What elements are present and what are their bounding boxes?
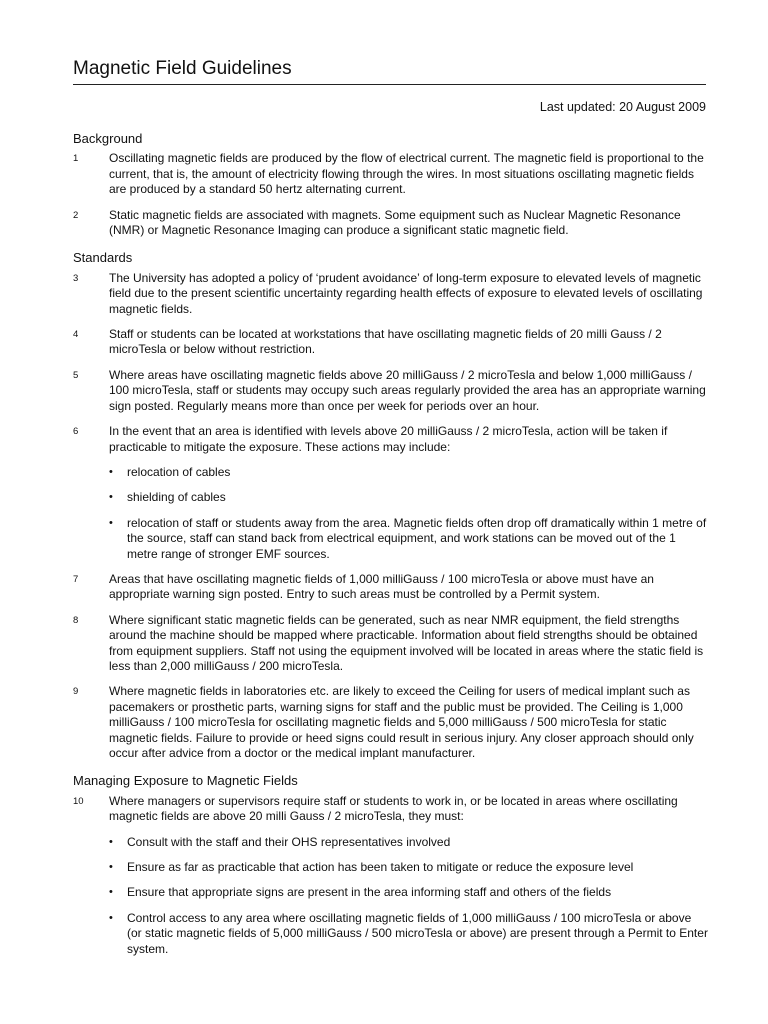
item-number: 3 — [73, 272, 79, 284]
numbered-item — [73, 327, 709, 358]
bullet-icon: • — [109, 835, 113, 848]
bullet-text: Ensure that appropriate signs are present in the area informing staff and others of the fields — [127, 885, 612, 900]
section-heading-managing: Managing Exposure to Magnetic Fields — [73, 773, 298, 789]
item-number: 6 — [73, 426, 79, 438]
bullet-icon: • — [109, 911, 113, 924]
item-text: In the event that an area is identified with levels above 20 milliGauss / 2 microTesla, action will be taken if practicable to mitigate the exposure. These actions may include: — [109, 424, 668, 454]
bullet-text: Ensure as far as practicable that action has been taken to mitigate or reduce the exposure level — [127, 860, 634, 875]
bullet-item — [109, 835, 709, 850]
numbered-item — [73, 613, 709, 675]
title-rule — [73, 84, 706, 85]
bullet-item — [109, 465, 709, 480]
numbered-item — [73, 151, 709, 197]
item-text: Staff or students can be located at workstations that have oscillating magnetic fields of 20 milli Gauss / 2 microTesla or below without restriction. — [109, 327, 662, 357]
bullet-item — [109, 911, 709, 957]
item-text: Oscillating magnetic fields are produced by the flow of electrical current. The magnetic field is proportional to the current, that is, the amount of electricity flowing through the wires. In most situations oscillating magnetic fields are produced by a standard 50 hertz alternating current. — [109, 151, 704, 197]
bullet-text: Consult with the staff and their OHS representatives involved — [127, 834, 451, 849]
item-text: The University has adopted a policy of ‘prudent avoidance’ of long-term exposure to elevated levels of magnetic field due to the present scientific uncertainty regarding health effects of exposure to elevated levels of oscillating magnetic fields. — [109, 270, 703, 316]
bullet-list-actions — [109, 465, 709, 562]
numbered-item — [73, 684, 709, 761]
item-text: Areas that have oscillating magnetic fields of 1,000 milliGauss / 100 microTesla or above must have an appropriate warning sign posted. Entry to such areas must be controlled by a Permit system. — [109, 571, 654, 602]
numbered-item — [73, 572, 709, 603]
bullet-item — [109, 860, 709, 875]
bullet-text: shielding of cables — [127, 490, 226, 505]
item-number: 2 — [73, 209, 79, 221]
bullet-icon: • — [109, 886, 113, 899]
section-heading-standards: Standards — [73, 250, 133, 266]
item-number: 4 — [73, 329, 79, 341]
item-text: Where managers or supervisors require staff or students to work in, or be located in areas where oscillating magnetic fields are above 20 milli Gauss / 2 microTesla, they must: — [109, 793, 678, 824]
section-heading-background: Background — [73, 131, 143, 146]
item-number: 9 — [73, 686, 79, 698]
item-number: 1 — [73, 153, 79, 165]
item-text: Static magnetic fields are associated with magnets. Some equipment such as Nuclear Magnetic Resonance (NMR) or Magnetic Resonance Imaging can produce a significant static magnetic field. — [109, 207, 681, 238]
bullet-item — [109, 516, 709, 562]
bullet-item — [109, 490, 709, 505]
numbered-item — [73, 794, 709, 825]
bullet-item — [109, 885, 709, 900]
numbered-item — [73, 271, 709, 317]
item-number: 5 — [73, 369, 79, 381]
last-updated: Last updated: 20 August 2009 — [539, 100, 706, 114]
document-body — [73, 131, 709, 967]
item-text: Where areas have oscillating magnetic fields above 20 milliGauss / 2 microTesla and below 1,000 milliGauss / 100 microTesla, staff or students may occupy such areas regularly provided the area has an appropriate warning sign posted. Regularly means more than once per week for periods over an hour. — [109, 367, 706, 413]
bullet-icon: • — [109, 516, 113, 529]
item-number: 7 — [73, 573, 79, 585]
numbered-item — [73, 368, 709, 414]
item-number: 8 — [73, 614, 79, 626]
item-number: 10 — [73, 795, 84, 807]
bullet-icon: • — [109, 491, 113, 504]
item-text: Where significant static magnetic fields can be generated, such as near NMR equipment, the field strengths around the machine should be mapped where practicable. Information about field strengths should be obtained from equipment suppliers. Staff not using the equipment involved will be located in areas where the static field is less than 2,000 milliGauss / 200 microTesla. — [109, 612, 704, 673]
bullet-text: relocation of cables — [127, 464, 231, 479]
bullet-text: relocation of staff or students away from the area. Magnetic fields often drop off dramatically within 1 metre of the source, staff can stand back from electrical equipment, and work stations can be moved out of the 1 metre range of stronger EMF sources. — [127, 515, 707, 561]
numbered-item — [73, 424, 709, 455]
bullet-list-obligations — [109, 835, 709, 957]
numbered-item — [73, 208, 709, 239]
bullet-icon: • — [109, 861, 113, 874]
item-text: Where magnetic fields in laboratories etc. are likely to exceed the Ceiling for users of medical implant such as pacemakers or prosthetic parts, warning signs for staff and the public must be provided. The Ceiling is 1,000 milliGauss / 100 microTesla for oscillating magnetic fields and 5,000 milliGauss / 500 microTesla for static magnetic fields. Failure to provide or heed signs could result in serious injury. Any closer approach should only occur after advice from a doctor or the medical implant manufacturer. — [109, 684, 694, 760]
bullet-text: Control access to any area where oscillating magnetic fields of 1,000 milliGauss / 100 microTesla or above (or static magnetic fields of 5,000 milliGauss / 500 microTesla or above) are present through a Permit to Enter system. — [127, 910, 708, 956]
page-title: Magnetic Field Guidelines — [73, 58, 292, 79]
bullet-icon: • — [109, 465, 113, 478]
